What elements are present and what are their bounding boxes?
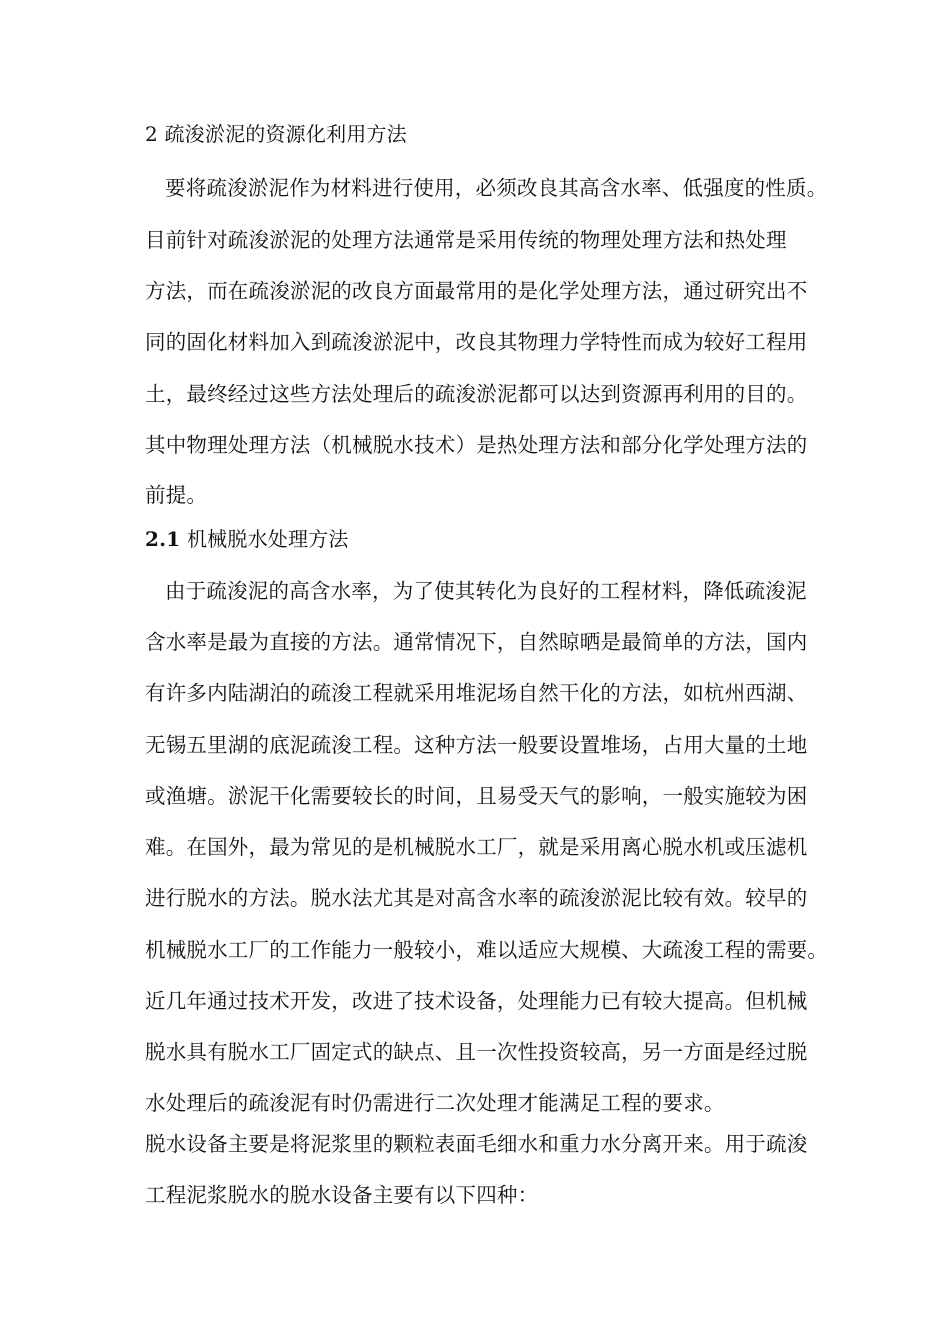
paragraph-line: 难。在国外，最为常见的是机械脱水工厂，就是采用离心脱水机或压滤机 <box>145 835 808 859</box>
paragraph-line: 其中物理处理方法（机械脱水技术）是热处理方法和部分化学处理方法的 <box>145 433 808 457</box>
paragraph-line: 目前针对疏浚淤泥的处理方法通常是采用传统的物理处理方法和热处理 <box>145 228 787 252</box>
paragraph-line: 由于疏浚泥的高含水率，为了使其转化为良好的工程材料，降低疏浚泥 <box>165 579 807 603</box>
paragraph-line: 或渔塘。淤泥干化需要较长的时间，且易受天气的影响，一般实施较为困 <box>145 784 808 808</box>
paragraph-line: 工程泥浆脱水的脱水设备主要有以下四种： <box>145 1183 539 1207</box>
paragraph-line: 土，最终经过这些方法处理后的疏浚淤泥都可以达到资源再利用的目的。 <box>145 382 808 406</box>
paragraph-line: 近几年通过技术开发，改进了技术设备，处理能力已有较大提高。但机械 <box>145 989 808 1013</box>
paragraph-line: 含水率是最为直接的方法。通常情况下，自然晾晒是最简单的方法，国内 <box>145 630 808 654</box>
paragraph-line: 进行脱水的方法。脱水法尤其是对高含水率的疏浚淤泥比较有效。较早的 <box>145 886 808 910</box>
paragraph-line: 无锡五里湖的底泥疏浚工程。这种方法一般要设置堆场，占用大量的土地 <box>145 733 808 757</box>
paragraph-line: 机械脱水工厂的工作能力一般较小，难以适应大规模、大疏浚工程的需要。 <box>145 938 829 962</box>
paragraph-line: 脱水具有脱水工厂固定式的缺点、且一次性投资较高，另一方面是经过脱 <box>145 1040 808 1064</box>
subsection-title: 机械脱水处理方法 <box>186 527 349 551</box>
paragraph-line: 方法，而在疏浚淤泥的改良方面最常用的是化学处理方法，通过研究出不 <box>145 279 808 303</box>
paragraph-line: 脱水设备主要是将泥浆里的颗粒表面毛细水和重力水分离开来。用于疏浚 <box>145 1132 808 1156</box>
paragraph-line: 前提。 <box>145 483 208 507</box>
paragraph-line: 同的固化材料加入到疏浚淤泥中，改良其物理力学特性而成为较好工程用 <box>145 330 808 354</box>
subsection-heading <box>145 525 349 553</box>
paragraph-line: 水处理后的疏浚泥有时仍需进行二次处理才能满足工程的要求。 <box>145 1091 725 1115</box>
paragraph-line: 有许多内陆湖泊的疏浚工程就采用堆泥场自然干化的方法，如杭州西湖、 <box>145 681 808 705</box>
subsection-number: 2.1 <box>145 527 181 551</box>
section-title: 2 疏浚淤泥的资源化利用方法 <box>145 122 407 146</box>
paragraph-line: 要将疏浚淤泥作为材料进行使用，必须改良其高含水率、低强度的性质。 <box>165 176 828 200</box>
